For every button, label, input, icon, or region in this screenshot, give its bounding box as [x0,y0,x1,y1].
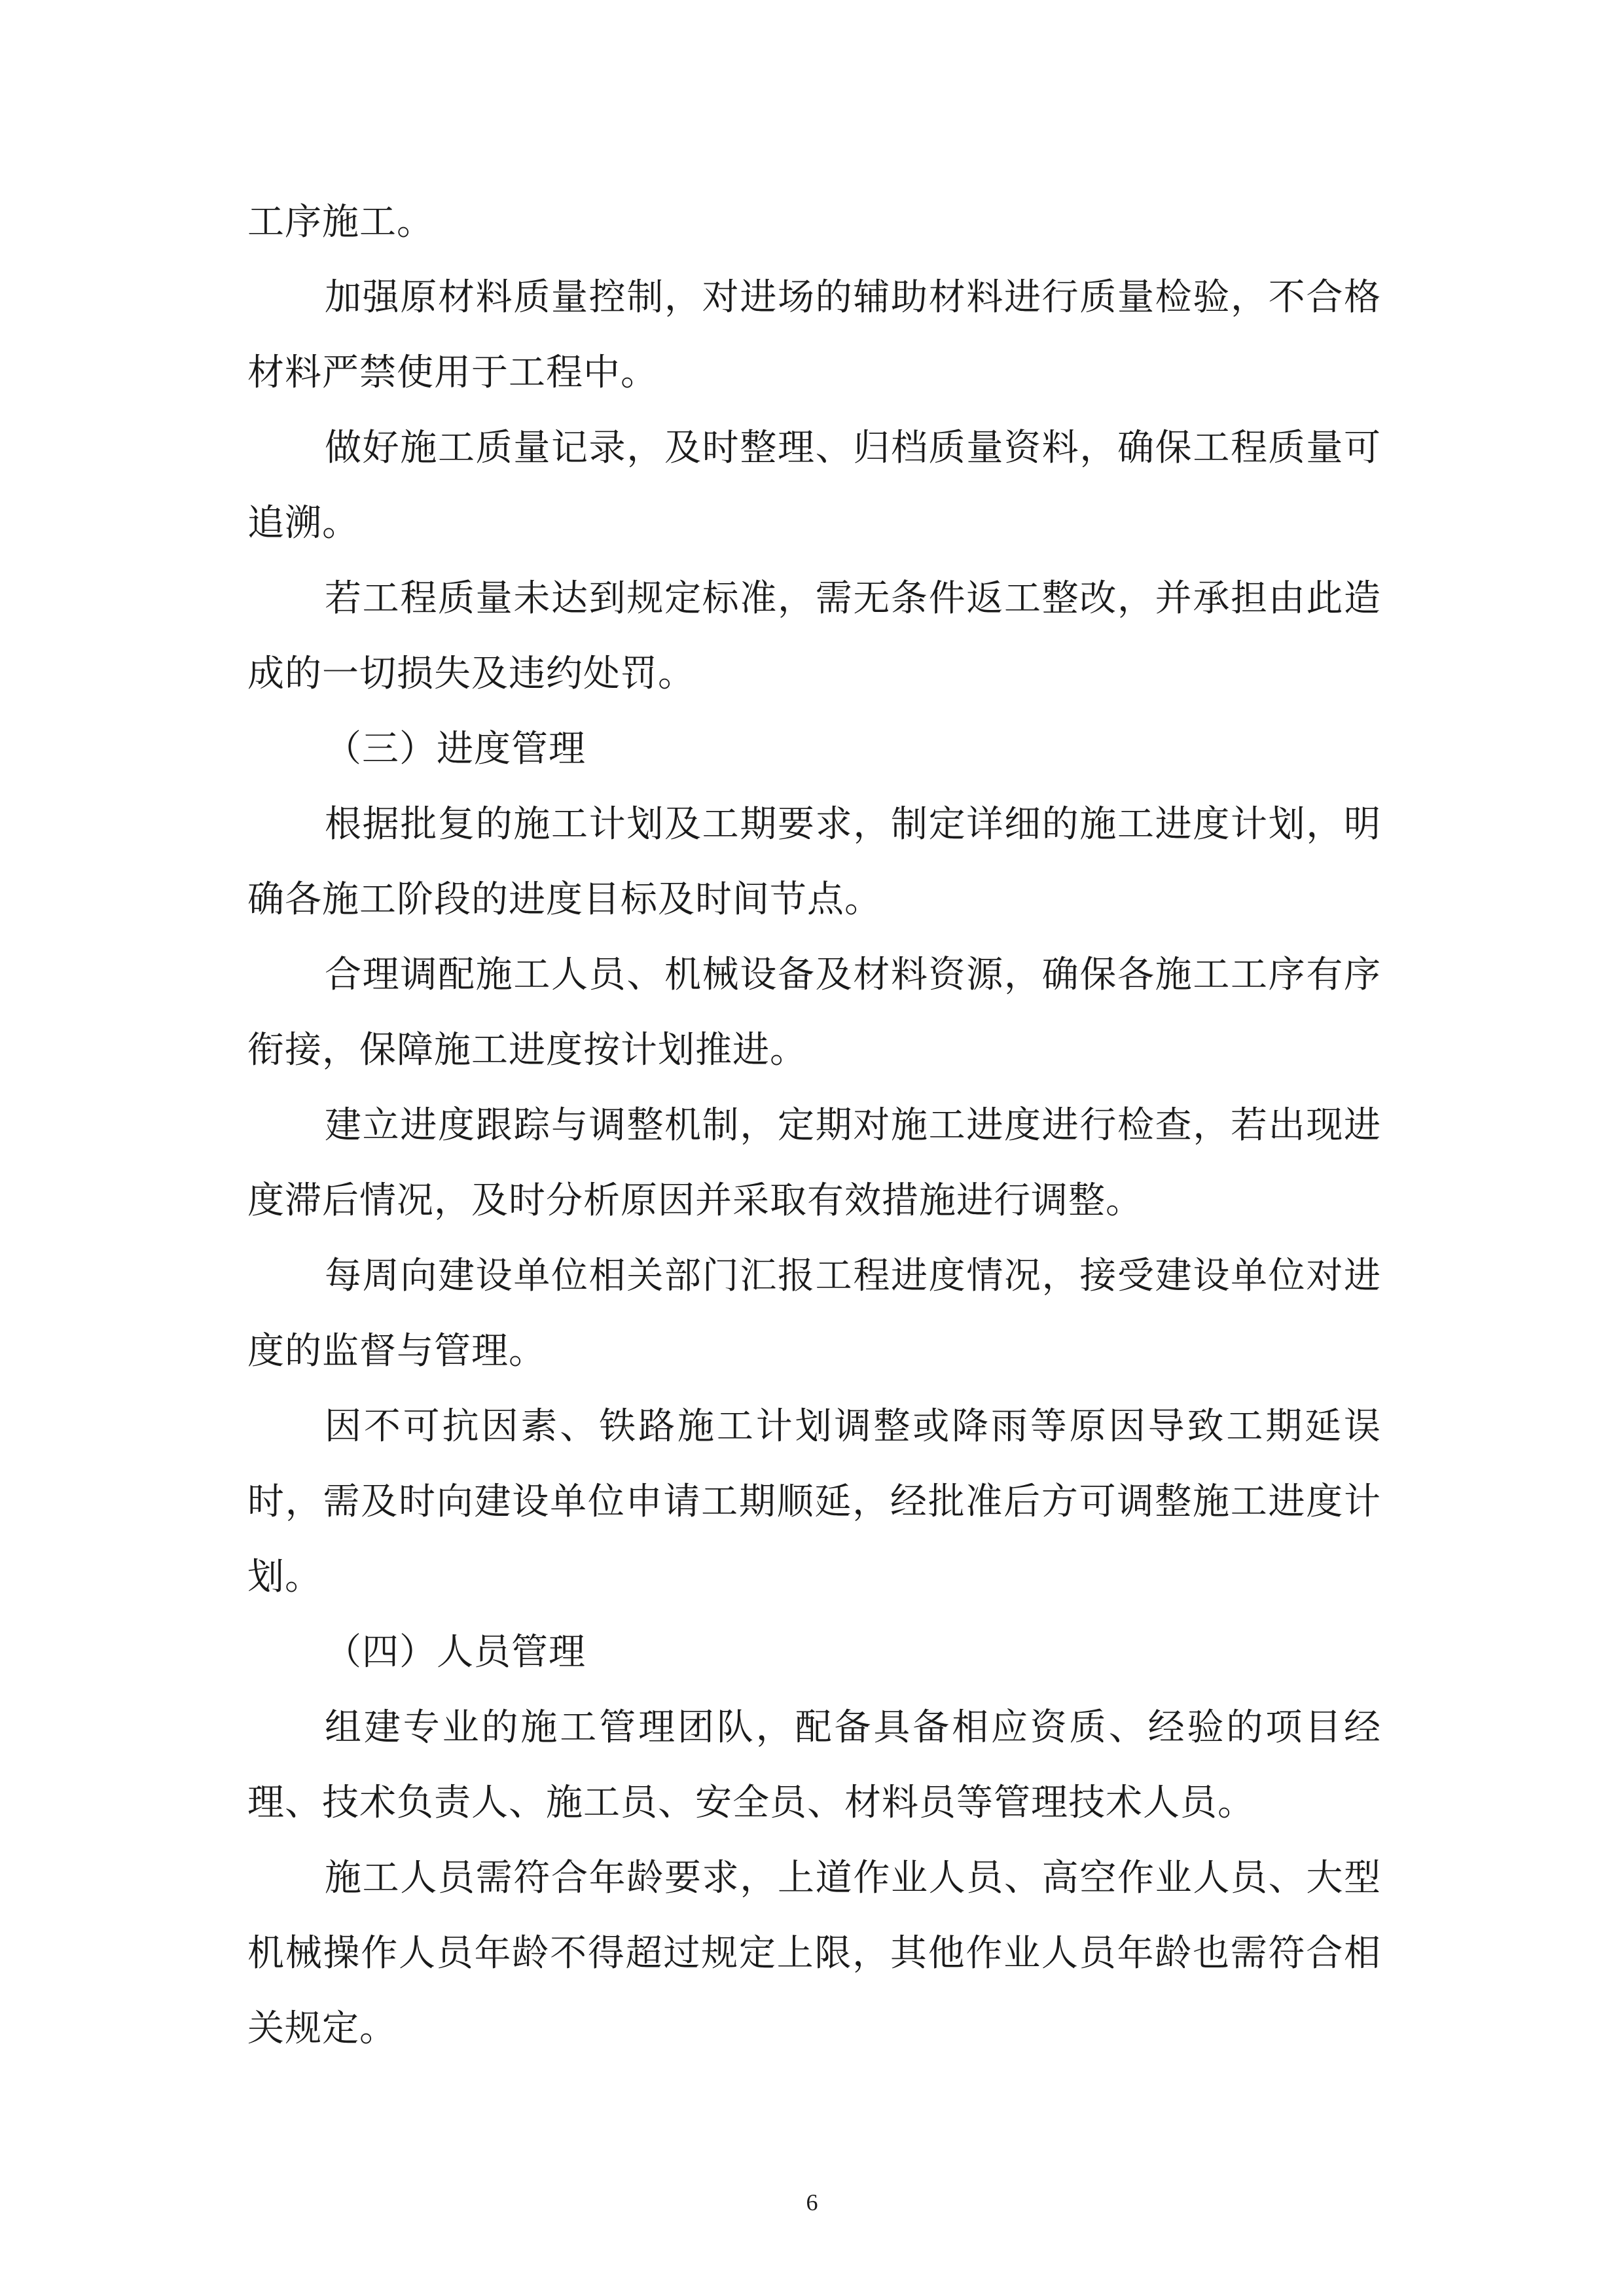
section-heading-progress: （三）进度管理 [325,728,586,770]
paragraph-rework: 若工程质量未达到规定标准，需无条件返工整改，并承担由此造成的一切损失及违约处罚。 [247,577,1381,695]
paragraph-weekly-report: 每周向建设单位相关部门汇报工程进度情况，接受建设单位对进度的监督与管理。 [247,1255,1381,1372]
paragraph-resource-allocation: 合理调配施工人员、机械设备及材料资源，确保各施工工序有序衔接，保障施工进度按计划推进。 [247,954,1381,1071]
paragraph-material-quality: 加强原材料质量控制，对进场的辅助材料进行质量检验，不合格材料严禁使用于工程中。 [247,276,1381,394]
paragraph-progress-plan: 根据批复的施工计划及工期要求，制定详细的施工进度计划，明确各施工阶段的进度目标及时间节点。 [247,803,1381,921]
paragraph-age-requirements: 施工人员需符合年龄要求，上道作业人员、高空作业人员、大型机械操作人员年龄不得超过规定上限，其他作业人员年龄也需符合相关规定。 [247,1857,1381,2050]
page-number: 6 [806,2189,818,2215]
paragraph-continuation: 工序施工。 [247,201,434,243]
paragraph-quality-records: 做好施工质量记录，及时整理、归档质量资料，确保工程质量可追溯。 [247,427,1381,545]
paragraph-progress-tracking: 建立进度跟踪与调整机制，定期对施工进度进行检查，若出现进度滞后情况，及时分析原因并采取有效措施进行调整。 [247,1104,1381,1222]
paragraph-management-team: 组建专业的施工管理团队，配备具备相应资质、经验的项目经理、技术负责人、施工员、安全员、材料员等管理技术人员。 [247,1706,1381,1824]
document-body [247,185,1381,2066]
section-heading-personnel: （四）人员管理 [325,1631,586,1674]
paragraph-delay-extension: 因不可抗因素、铁路施工计划调整或降雨等原因导致工期延误时，需及时向建设单位申请工期顺延，经批准后方可调整施工进度计划。 [247,1405,1381,1598]
